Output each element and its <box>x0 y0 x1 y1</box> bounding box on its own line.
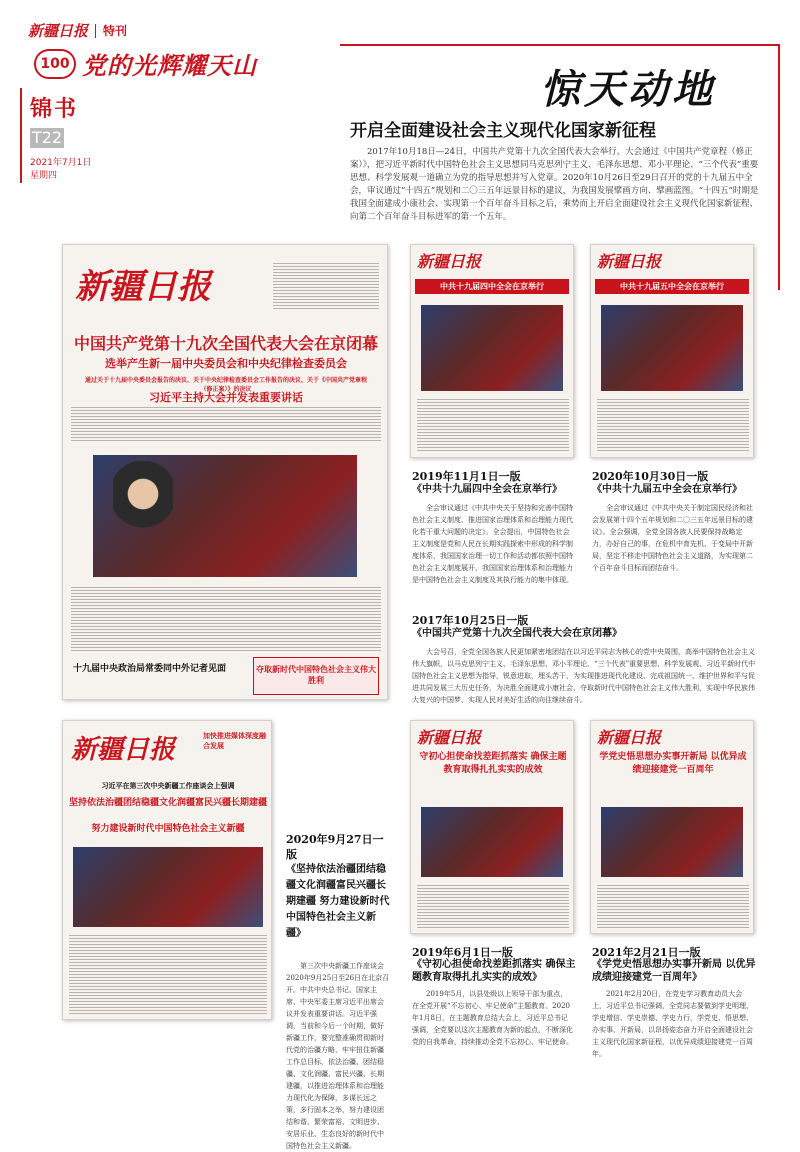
paper-kicker: 习近平在第三次中央新疆工作座谈会上强调 <box>101 781 235 790</box>
paper-kicker: 通过关于十九届中央委员会报告的决议、关于中央纪律检查委员会工作报告的决议、关于《中国共产党章程（修正案）》的决议 <box>84 377 367 393</box>
column-title <box>34 46 257 81</box>
meeting-photo <box>421 807 563 877</box>
feature-intro: 2017年10月18日—24日，中国共产党第十九次全国代表大会举行。大会通过《中国共产党章程（修正案）》，把习近平新时代中国特色社会主义思想同马克思列宁主义、毛泽东思想、邓小平理论、“三个代表”重要思想、科学发展观一道确立为党的指导思想并写入党章。2020年10月26日至29日召开的党的十九届五中全会，审议通过“十四五”规划和二〇三五年远景目标的建议，为我国发展擘画方向、擘画蓝图。“十四五”时期是我国全面建成小康社会、实现第一个百年奋斗目标之后，乘势而上开启全面建设社会主义现代化国家新征程、向第二个百年奋斗目标进军的第一个五年。 <box>350 147 759 222</box>
caption-body: 全会审议通过《中共中央关于制定国民经济和社会发展第十四个五年规划和二〇三五年远景目标的建议》。全会强调，全党全国各族人民要保持战略定力，办好自己的事，在危机中育先机、于变局中开新局，坚定不移走中国特色社会主义道路，为实现第二个百年奋斗目标而团结奋斗。 <box>592 504 753 572</box>
newspaper-masthead: 新疆日报 <box>417 728 482 747</box>
caption-title: 《坚持依法治疆团结稳疆文化润疆富民兴疆长期建疆 努力建设新时代中国特色社会主义新疆》 <box>286 864 390 939</box>
caption-title: 《中共十九届五中全会在京举行》 <box>592 484 742 495</box>
feature-right-border <box>778 44 780 290</box>
left-accent-rule <box>20 88 22 183</box>
paper-subhead: 努力建设新时代中国特色社会主义新疆 <box>91 824 245 834</box>
paper-body-text <box>71 585 381 651</box>
paper-headline-band: 中共十九届四中全会在京举行 <box>415 279 569 294</box>
paper-promo-box: 夺取新时代中国特色社会主义伟大胜利 <box>253 657 379 695</box>
brand-row <box>28 20 127 41</box>
page-number: T22 <box>31 128 63 147</box>
newspaper-2019-11-01 <box>410 244 574 458</box>
caption-date: 2020年9月27日一版 <box>286 833 384 861</box>
centenary-badge-icon: 100 <box>34 49 76 79</box>
paper-subhead: 选举产生新一届中央委员会和中央纪律检查委员会 <box>105 357 347 370</box>
masthead-side-text <box>273 261 379 309</box>
paper-lead-text <box>71 405 381 441</box>
paper-headline: 中国共产党第十九次全国代表大会在京闭幕 <box>73 334 378 353</box>
meeting-photo <box>601 807 743 877</box>
symposium-photo <box>73 847 263 927</box>
newspaper-2019-06-01 <box>410 720 574 934</box>
newspaper-2020-09-27 <box>62 720 272 1020</box>
caption-body: 大会号召，全党全国各族人民更加紧密地团结在以习近平同志为核心的党中央周围，高举中国特色社会主义伟大旗帜，以马克思列宁主义、毛泽东思想、邓小平理论、“三个代表”重要思想、科学发展观、习近平新时代中国特色社会主义思想为指导，锐意进取，埋头苦干，为实现推进现代化建设、完成祖国统一、维护世界和平与促进共同发展三大历史任务，为决胜全面建成小康社会、夺取新时代中国特色社会主义伟大胜利，实现中华民族伟大复兴的中国梦、实现人民对美好生活的向往继续奋斗。 <box>412 648 756 704</box>
paper-deck: 习近平主持大会并发表重要讲话 <box>149 391 303 404</box>
newspaper-masthead: 新疆日报 <box>597 728 662 747</box>
caption-title: 《守初心担使命找差距抓落实 确保主题教育取得扎扎实实的成效》 <box>412 959 576 983</box>
feature-big-title: 惊天动地 <box>540 66 716 113</box>
caption-date: 2019年11月1日一版 <box>412 470 521 483</box>
caption-body: 2019年5月，以县处级以上领导干部为重点，在全党开展“不忘初心、牢记使命”主题教育。2020年1月8日，在主题教育总结大会上，习近平总书记强调，全党要以这次主题教育为新的起点，不断深化党的自我革命，持续推动全党不忘初心、牢记使命。 <box>412 990 573 1046</box>
newspaper-2021-02-21 <box>590 720 754 934</box>
paper-body-text <box>597 883 749 929</box>
paper-headline: 学党史悟思想办实事开新局 以优异成绩迎接建党一百周年 <box>599 752 747 775</box>
issue-date: 2021年7月1日 <box>30 158 92 168</box>
special-label: 特刊 <box>103 24 128 38</box>
caption-date: 2017年10月25日一版 <box>412 614 529 627</box>
issue-weekday: 星期四 <box>30 171 58 181</box>
newspaper-masthead: 新疆日报 <box>75 267 211 307</box>
paper-side-headline: 加快推进媒体深度融合发展 <box>203 731 266 750</box>
feature-subtitle: 开启全面建设社会主义现代化国家新征程 <box>350 121 656 141</box>
plenary-photo <box>601 305 743 391</box>
column-title-text: 党的光辉耀天山 <box>82 51 257 80</box>
caption-body: 全会审议通过《中共中央关于坚持和完善中国特色社会主义制度、推进国家治理体系和治理能力现代化若干重大问题的决定》。全会提出，中国特色社会主义制度是党和人民在长期实践探索中形成的科学制度体系，我国国家治理一切工作和活动都依照中国特色社会主义制度展开，我国国家治理体系和治理能力是中国特色社会主义制度及其执行能力的集中体现。 <box>412 504 573 584</box>
newspaper-front-page-2017 <box>62 244 388 700</box>
paper-headline-band: 中共十九届五中全会在京举行 <box>595 279 749 294</box>
caption-body: 2021年2月20日，在党史学习教育动员大会上，习近平总书记强调，全党同志要做到学史明理、学史增信、学史崇德、学史力行，学党史、悟思想、办实事、开新局，以昂扬姿态奋力开启全面建设社会主义现代化国家新征程，以优异成绩迎接建党一百周年。 <box>592 990 753 1058</box>
caption-date: 2019年6月1日一版 <box>412 946 513 959</box>
newspaper-masthead: 新疆日报 <box>597 252 662 271</box>
section-name: 锦书 <box>30 96 79 122</box>
paper-body-text <box>597 397 749 453</box>
brand-divider <box>95 24 96 38</box>
brand-logo: 新疆日报 <box>28 22 89 40</box>
paper-body-text <box>417 397 569 453</box>
caption-date: 2021年2月21日一版 <box>592 946 701 959</box>
caption-body: 第三次中央新疆工作座谈会2020年9月25日至26日在北京召开。中共中央总书记、国家主席、中央军委主席习近平出席会议并发表重要讲话。习近平强调，当前和今后一个时期，做好新疆工作，要完整准确贯彻新时代党的治疆方略，牢牢扭住新疆工作总目标，依法治疆、团结稳疆、文化润疆、富民兴疆、长期建疆，以推进治理体系和治理能力现代化为保障，多谋长远之策，多行固本之举，努力建设团结和谐、繁荣富裕、文明进步、安居乐业、生态良好的新时代中国特色社会主义新疆。 <box>286 962 390 1150</box>
caption-date: 2020年10月30日一版 <box>592 470 709 483</box>
speaker-figure-icon <box>113 461 173 571</box>
paper-body-text <box>417 883 569 929</box>
caption-title: 《学党史悟思想办实事开新局 以优异成绩迎接建党一百周年》 <box>592 959 756 983</box>
caption-title: 《中共十九届四中全会在京举行》 <box>412 484 562 495</box>
newspaper-masthead: 新疆日报 <box>417 252 482 271</box>
paper-headline: 守初心担使命找差距抓落实 确保主题教育取得扎扎实实的成效 <box>419 752 567 775</box>
paper-headline: 坚持依法治疆团结稳疆文化润疆富民兴疆长期建疆 <box>69 798 268 808</box>
caption-title: 《中国共产党第十九次全国代表大会在京闭幕》 <box>412 628 622 639</box>
paper-bottom-headline: 十九届中央政治局常委同中外记者见面 <box>73 664 227 674</box>
feature-top-border <box>340 44 780 46</box>
newspaper-masthead: 新疆日报 <box>71 735 176 765</box>
newspaper-2020-10-30 <box>590 244 754 458</box>
paper-body-text <box>69 933 267 1015</box>
plenary-photo <box>421 305 563 391</box>
